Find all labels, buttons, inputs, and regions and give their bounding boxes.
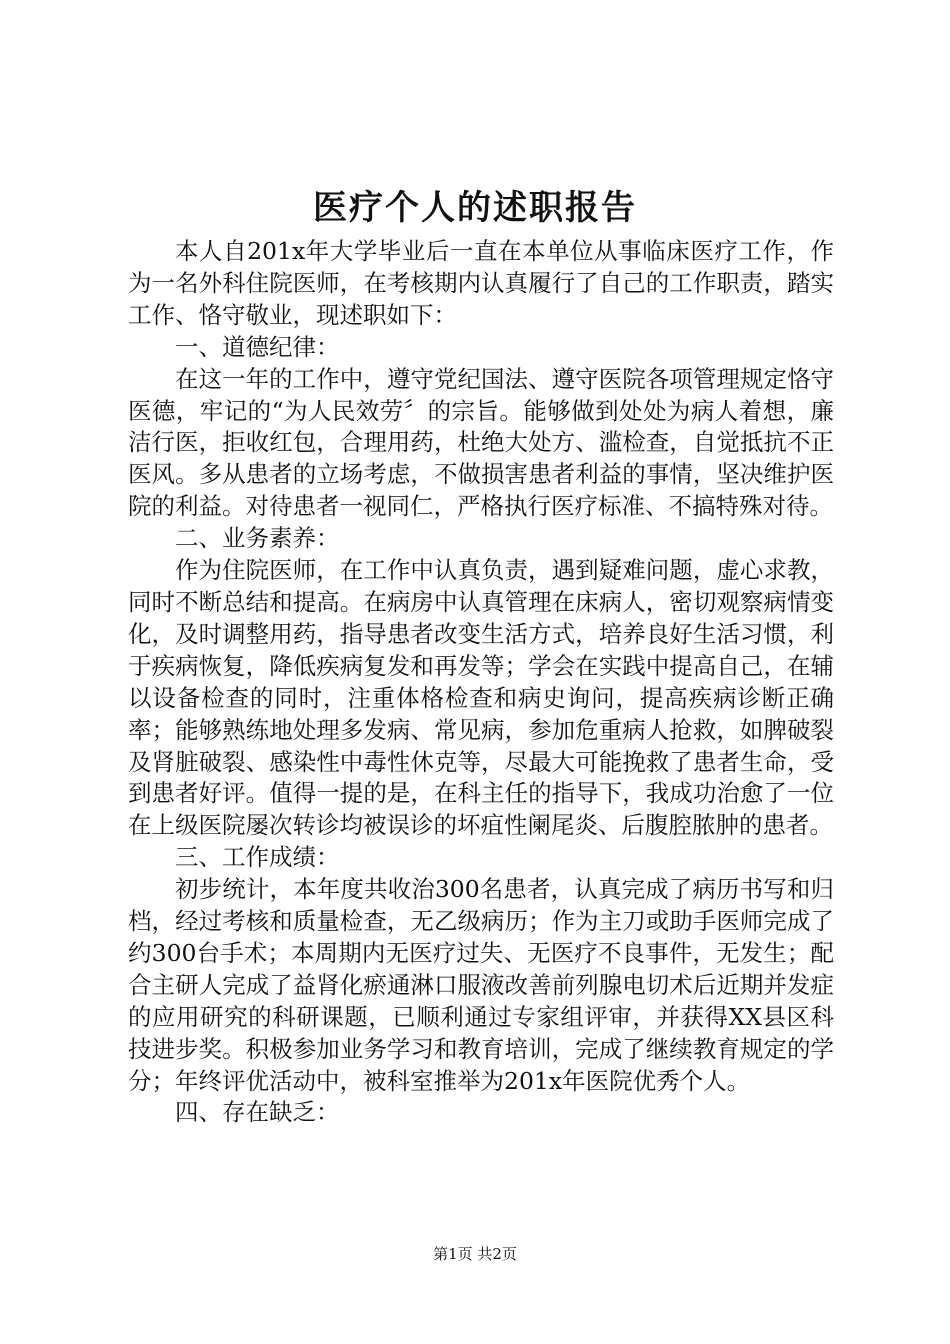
paragraph-ethics: 在这一年的工作中，遵守党纪国法、遵守医院各项管理规定恪守医德，牢记的“为人民效劳〞的宗旨。能够做到处处为病人着想，廉洁行医，拒收红包，合理用药，杜绝大处方、滥检查，自觉抵抗不正医风。多从患者的立场考虑，不做损害患者利益的事情，坚决维护医院的利益。对待患者一视同仁，严格执行医疗标准、不搞特殊对待。 [128,364,834,521]
paragraph-professional: 作为住院医师，在工作中认真负责，遇到疑难问题，虚心求教，同时不断总结和提高。在病房中认真管理在床病人，密切观察病情变化，及时调整用药，指导患者改变生活方式，培养良好生活习惯，利于疾病恢复，降低疾病复发和再发等；学会在实践中提高自己，在辅以设备检查的同时，注重体格检查和病史询问，提高疾病诊断正确率；能够熟练地处理多发病、常见病，参加危重病人抢救，如脾破裂及肾脏破裂、感染性中毒性休克等，尽最大可能挽救了患者生命，受到患者好评。值得一提的是，在科主任的指导下，我成功治愈了一位在上级医院屡次转诊均被误诊的坏疽性阑尾炎、后腹腔脓肿的患者。 [128,556,834,840]
section-heading-professional: 二、业务素养： [175,524,340,553]
document-body [128,236,834,1129]
section-heading-achievements: 三、工作成绩： [175,843,340,872]
section-heading-ethics: 一、道德纪律： [175,332,340,361]
page-number-footer: 第1页 共2页 [433,1245,517,1263]
page-title: 医疗个人的述职报告 [313,188,637,228]
section-heading-shortcomings: 四、存在缺乏： [175,1098,340,1127]
paragraph-achievements: 初步统计，本年度共收治300名患者，认真完成了病历书写和归档，经过考核和质量检查，无乙级病历；作为主刀或助手医师完成了约300台手术；本周期内无医疗过失、无医疗不良事件，无发生；配合主研人完成了益肾化瘀通淋口服液改善前列腺电切术后近期并发症的应用研究的科研课题，已顺利通过专家组评审，并获得XX县区科技进步奖。积极参加业务学习和教育培训，完成了继续教育规定的学分；年终评优活动中，被科室推举为201x年医院优秀个人。 [128,875,834,1095]
paragraph-intro: 本人自201x年大学毕业后一直在本单位从事临床医疗工作，作为一名外科住院医师，在考核期内认真履行了自己的工作职责，踏实工作、恪守敬业，现述职如下： [128,237,834,329]
